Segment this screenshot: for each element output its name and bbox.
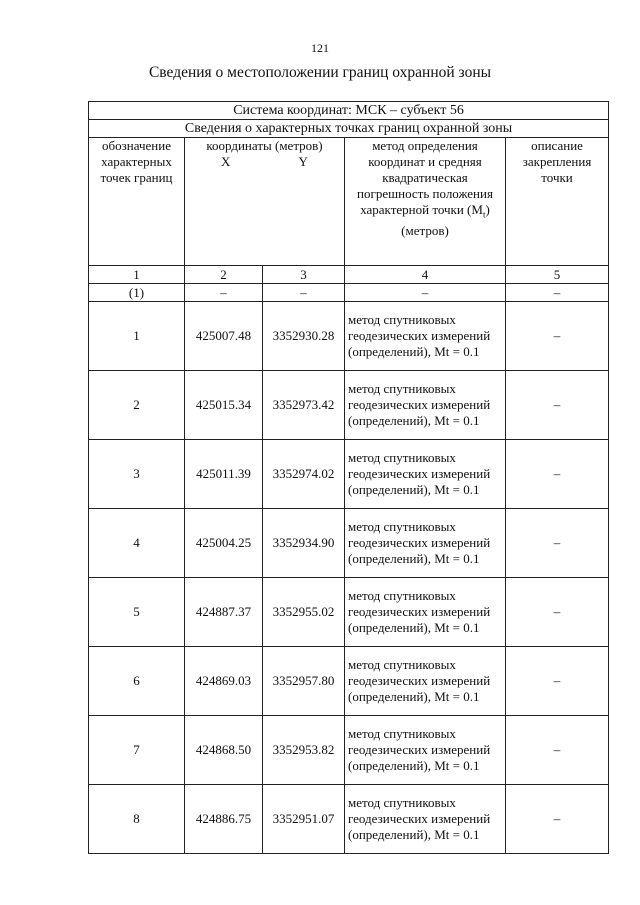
table-row — [89, 302, 609, 371]
column-number: 3 — [263, 266, 345, 284]
column-numbers-row — [89, 266, 609, 284]
method-cell: метод спутниковых геодезических измерений (определений), Mt = 0.1 — [345, 578, 506, 647]
coordinate-y: 3352930.28 — [263, 302, 345, 371]
point-number: 6 — [89, 647, 185, 716]
header-description: описание закрепления точки — [506, 138, 609, 266]
description-cell: – — [506, 785, 609, 854]
description-cell: – — [506, 440, 609, 509]
coordinate-x: 425015.34 — [185, 371, 263, 440]
coordinate-system-row — [89, 102, 609, 120]
point-number: 3 — [89, 440, 185, 509]
method-cell: метод спутниковых геодезических измерений (определений), Mt = 0.1 — [345, 371, 506, 440]
column-number: 1 — [89, 266, 185, 284]
description-cell: – — [506, 371, 609, 440]
table-row — [89, 578, 609, 647]
header-method — [345, 138, 506, 266]
coordinate-x: 424869.03 — [185, 647, 263, 716]
coordinate-y: 3352953.82 — [263, 716, 345, 785]
coordinate-x: 425011.39 — [185, 440, 263, 509]
header-row — [89, 138, 609, 266]
table-row — [89, 647, 609, 716]
page-number: 121 — [311, 41, 329, 55]
coordinate-y: 3352934.90 — [263, 509, 345, 578]
coordinate-y: 3352973.42 — [263, 371, 345, 440]
column-number: 2 — [185, 266, 263, 284]
method-cell: метод спутниковых геодезических измерений (определений), Mt = 0.1 — [345, 509, 506, 578]
table-subtitle: Сведения о характерных точках границ охранной зоны — [89, 120, 609, 138]
coordinate-y: 3352957.80 — [263, 647, 345, 716]
method-cell: метод спутниковых геодезических измерений (определений), Mt = 0.1 — [345, 716, 506, 785]
header-x: X — [221, 154, 231, 169]
point-number: 7 — [89, 716, 185, 785]
document-title: Сведения о местоположении границ охранной зоны — [148, 64, 492, 81]
description-cell: – — [506, 302, 609, 371]
sub-row — [89, 284, 609, 302]
sub-row-y: – — [263, 284, 345, 302]
table-row — [89, 716, 609, 785]
point-number: 5 — [89, 578, 185, 647]
column-number: 5 — [506, 266, 609, 284]
table-subtitle-row — [89, 120, 609, 138]
coordinate-x: 424886.75 — [185, 785, 263, 854]
header-coordinates — [185, 138, 345, 266]
description-cell: – — [506, 716, 609, 785]
coordinates-table — [88, 101, 609, 854]
table-row — [89, 371, 609, 440]
description-cell: – — [506, 578, 609, 647]
header-method-tail: ) (метров) — [401, 202, 490, 238]
sub-row-designation: (1) — [89, 284, 185, 302]
coordinate-y: 3352951.07 — [263, 785, 345, 854]
coordinate-x: 424868.50 — [185, 716, 263, 785]
description-cell: – — [506, 647, 609, 716]
coordinate-y: 3352974.02 — [263, 440, 345, 509]
column-number: 4 — [345, 266, 506, 284]
method-cell: метод спутниковых геодезических измерений (определений), Mt = 0.1 — [345, 785, 506, 854]
header-method-text: метод определения координат и средняя квадратическая погрешность положения характерной точки (M — [357, 138, 493, 217]
method-cell: метод спутниковых геодезических измерений (определений), Mt = 0.1 — [345, 302, 506, 371]
table-row — [89, 440, 609, 509]
description-cell: – — [506, 509, 609, 578]
method-cell: метод спутниковых геодезических измерений (определений), Mt = 0.1 — [345, 647, 506, 716]
header-designation: обозначение характерных точек границ — [89, 138, 185, 266]
point-number: 1 — [89, 302, 185, 371]
method-cell: метод спутниковых геодезических измерений (определений), Mt = 0.1 — [345, 440, 506, 509]
header-method-sub: t — [482, 209, 486, 220]
coordinate-y: 3352955.02 — [263, 578, 345, 647]
coordinate-system-label: Система координат: МСК – субъект 56 — [89, 102, 609, 120]
sub-row-description: – — [506, 284, 609, 302]
header-coordinates-label: координаты (метров) — [206, 138, 323, 153]
point-number: 8 — [89, 785, 185, 854]
sub-row-method: – — [345, 284, 506, 302]
coordinate-x: 425004.25 — [185, 509, 263, 578]
sub-row-x: – — [185, 284, 263, 302]
point-number: 4 — [89, 509, 185, 578]
table-row — [89, 785, 609, 854]
header-y: Y — [298, 154, 308, 169]
coordinate-x: 425007.48 — [185, 302, 263, 371]
table-row — [89, 509, 609, 578]
point-number: 2 — [89, 371, 185, 440]
coordinate-x: 424887.37 — [185, 578, 263, 647]
